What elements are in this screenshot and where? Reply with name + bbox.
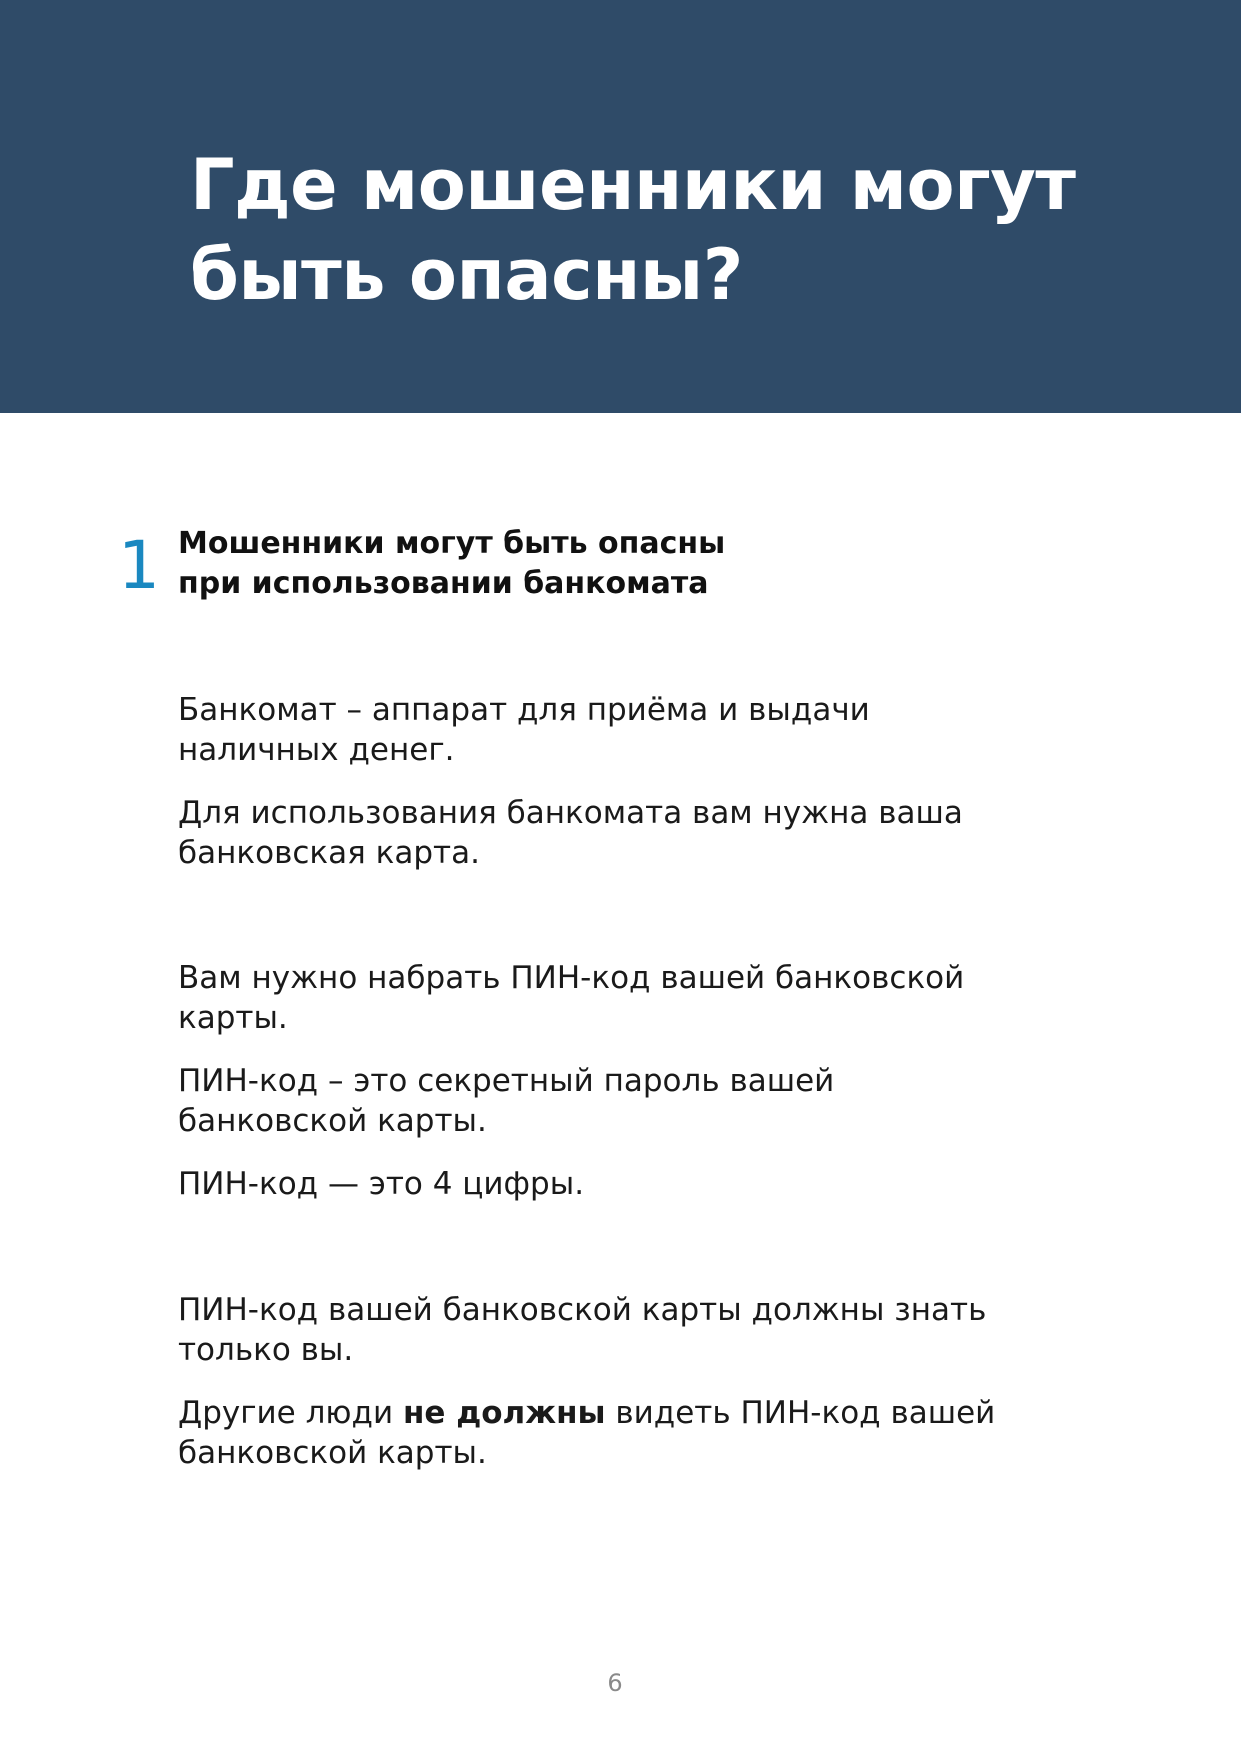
page-number: 6 (607, 1669, 623, 1697)
paragraph-line: карты. (178, 1000, 288, 1036)
paragraph-line: ПИН-код — это 4 цифры. (178, 1166, 585, 1202)
paragraph-line: наличных денег. (178, 732, 455, 768)
paragraph-pin-only-you (178, 1290, 1138, 1370)
section-heading (178, 524, 1128, 604)
header-band (0, 0, 1241, 413)
paragraph-line: банковской карты. (178, 1435, 487, 1471)
emphasis-text: не должны (402, 1395, 606, 1431)
paragraph-line: ПИН-код – это секретный пароль вашей (178, 1063, 835, 1099)
paragraph-pin-definition (178, 1061, 1138, 1141)
section-heading-line-1: Мошенники могут быть опасны (178, 526, 726, 561)
paragraph-enter-pin (178, 958, 1138, 1038)
paragraph-line: только вы. (178, 1332, 354, 1368)
paragraph-text: Другие люди (178, 1395, 403, 1431)
paragraph-line (178, 1393, 1138, 1433)
paragraph-card-needed (178, 793, 1138, 873)
paragraph-text: видеть ПИН-код вашей (605, 1395, 996, 1431)
paragraph-line: банковская карта. (178, 835, 480, 871)
section-number: 1 (118, 527, 160, 604)
paragraph-pin-digits (178, 1164, 1138, 1204)
page-title (190, 140, 1190, 320)
paragraph-line: Вам нужно набрать ПИН-код вашей банковской (178, 960, 965, 996)
paragraph-line: Для использования банкомата вам нужна ваша (178, 795, 963, 831)
paragraph-others-must-not-see (178, 1393, 1138, 1473)
page-title-line-1: Где мошенники могут (190, 144, 1076, 226)
paragraph-atm-definition (178, 690, 1138, 770)
paragraph-line: Банкомат – аппарат для приёма и выдачи (178, 692, 870, 728)
paragraph-line: банковской карты. (178, 1103, 487, 1139)
section-heading-line-2: при использовании банкомата (178, 566, 709, 601)
paragraph-line: ПИН-код вашей банковской карты должны знать (178, 1292, 987, 1328)
page-title-line-2: быть опасны? (190, 234, 743, 316)
